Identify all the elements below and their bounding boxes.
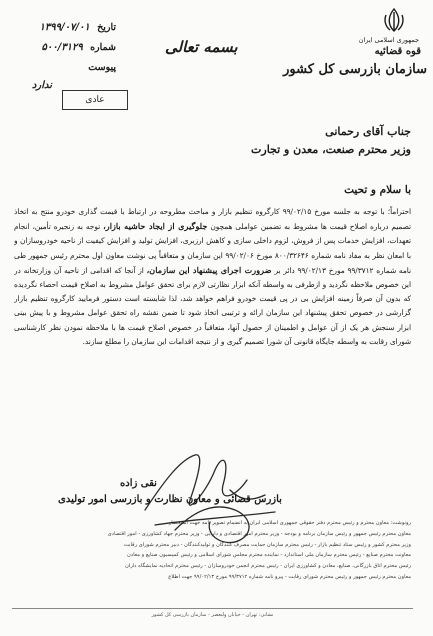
organization-name: سازمان بازرسی کل کشور [283,62,427,77]
number-label: شماره [90,42,116,53]
cc-line: رئیس محترم اتاق بازرگانی، صنایع، معادن و کشاورزی ایران - رئیس محترم انجمن خودروسازان - رئیس محترم اتحادیه نمایشگاه داران [125,563,411,570]
body-text-1: احتراماً؛ با توجه به جلسه مورخ ۹۹/۰۲/۱۵ کارگروه تنظیم بازار و مباحث مطروحه در ارتباط با قیمت گذاری خودرو منتج به اتخاذ تصمیم درباره اصلاح قیمت ها مشروط به تضمین عواملی همچون [14,207,411,232]
footer-address: نشانی: تهران - خیابان ولیعصر - سازمان بازرسی کل کشور [12,608,413,618]
greeting: با سلام و تحیت [344,184,411,196]
date-row [40,22,117,33]
body-paragraph [14,205,411,349]
iran-emblem-icon [381,6,407,34]
gov-line-1: جمهوری اسلامی ایران [358,36,419,44]
attachment-row [88,62,116,73]
cc-line: وزیر محترم کشور و رئیس ستاد تنظیم بازار - رئیس محترم سازمان حمایت مصرف کنندگان و تولیدکنندگان - دبیر محترم شورای رقابت [124,541,411,548]
cc-line: رونوشت: معاون محترم و رئیس محترم دفتر حقوقی جمهوری اسلامی ایران به انضمام تصویر نامه جهت استحضار [168,520,411,526]
body-text-3: از آنجا که اقدامی از ناحیه آن وزارتخانه در این خصوص ملاحظه نگردید و ازطرفی به واسطه آنکه ابزار نظارتی لازم برای تحقق عوامل مشروط به اصلاح قیمت احصاء نگردیده که بدون آن صرفاً زمینه افزایش بی در پی قیمت خودرو فراهم خواهد شد، لذا شایسته است دستور فرمایید کارگروه تنظیم بازار گزارشی در خصوص تحقق پیشنهاد این سازمان ارائه و ترتیبی اتخاذ شود تا ضمن نقشه راه تحقق عوامل مشروط و با پیش بینی ابزار سنجش هر یک از آن عوامل و اطمینان از حصول آنها، متعاقباً در خصوص اصلاح قیمت ها با ملاحظه نمودن نظر کارشناسی شورای رقابت به واسطه جایگاه قانونی آن شورا تصمیم گیری و از نتیجه اقدامات این سازمان را مطلع سازند. [14,265,411,346]
cc-line: معاون محترم رئیس جمهور و رئیس محترم شورای رقابت - پیرو نامه شماره ۹۹/۳۷۱۲ مورخ ۹۹/۰۲/۱۳ جهت اطلاع [168,573,411,580]
body-text-2: توجه به زنجیره تأمین، انجام تعهدات، افزایش خدمات پس از فروش، لزوم داخلی سازی و کاهش ارزبری، افزایش تولید و افزایش کیفیت از ناحیه خودروسازان و با امعان نظر به مفاد نامه شماره ۸۰۰/۳۲۶۴۶ مورخ ۹۹/۰۲/۰۶ این سازمان و متعاقباً پی نوشت معاون اول محترم رئیس جمهور طی نامه شماره ۹۹/۳۷۱۲ مورخ ۹۹/۰۲/۱۳ دائر بر [14,222,411,275]
classification-box: عادی [62,90,128,110]
signer-name: نقی زاده [120,478,157,489]
judiciary-line: قوه قضائیه [374,46,421,57]
attachment-value-row [32,80,56,91]
body-bold-2: ضرورت اجرای پیشنهاد این سازمان، [146,264,272,275]
cc-line: معاونت محترم صنایع - رئیس محترم سازمان ملی استاندارد - نماینده محترم مجلس شورای اسلامی و رئیس کمیسیون صنایع و معادن [127,552,411,559]
body-bold-1: جلوگیری از ایجاد حاشیه بازار، [103,221,208,232]
recipient-name: جناب آقای رحمانی [325,125,411,138]
attachment-value: ندارد [31,80,52,91]
cc-line: معاون محترم رئیس جمهور و رئیس سازمان برنامه و بودجه - وزیر محترم امور اقتصادی و دارایی - وزیر محترم جهاد کشاورزی - امور اقتصادی [107,530,411,537]
attachment-label: پیوست [88,62,116,73]
recipient-title: وزیر محترم صنعت، معدن و تجارت [251,143,411,156]
date-label: تاریخ [97,22,116,33]
signer-title: بازرس قضائی و معاون نظارت و بازرسی امور تولیدی [58,494,282,505]
number-row [42,42,116,53]
number-value: ۵۰۰/۳۱۲۹ [41,42,83,53]
letter-body [14,205,411,477]
cc-list [12,518,411,590]
date-value: ۱۳۹۹/۰۷/۰۱ [39,22,90,33]
bismillah: بسمه تعالی [165,38,238,56]
